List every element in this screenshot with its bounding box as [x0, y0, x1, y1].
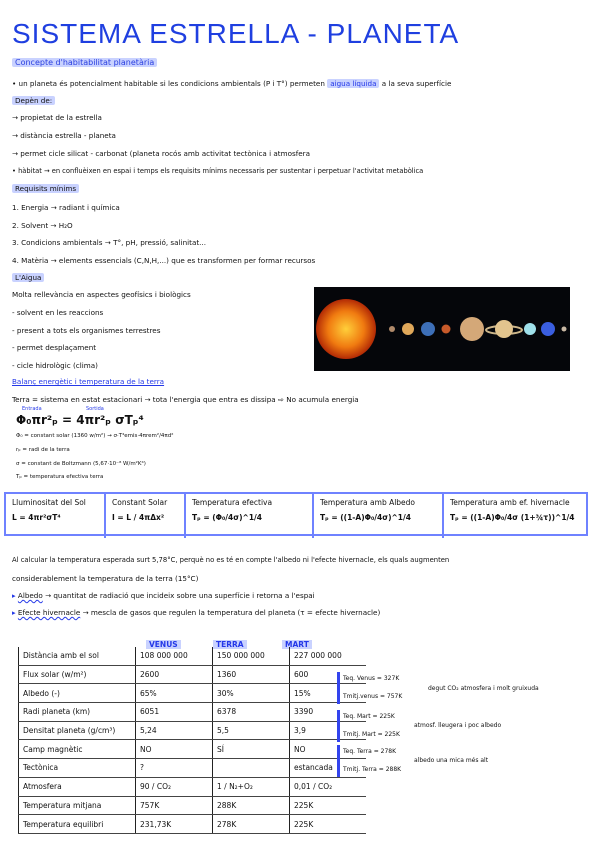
row-label: Tectònica [19, 759, 136, 778]
balans-heading: Balanç energètic i temperatura de la terra [12, 377, 165, 386]
table-row [19, 796, 367, 815]
subtitle: Concepte d'habitabilitat planetària [12, 58, 157, 67]
note-venus-tmitj: Tmitj.venus = 757K [343, 693, 403, 700]
note-terra-teq: Teq. Terra = 278K [343, 748, 397, 755]
note-venus-reason: degut CO₂ atmosfera i molt gruixuda [428, 685, 539, 692]
habitat-line: • hàbitat → en confluèixen en espai i temps els requisits mínims necessaris per sustentar i perpetuar l'activitat metabòlica [12, 167, 424, 175]
eq-label-sortida: Sortida [86, 406, 104, 412]
aigua-1: Molta rellevància en aspectes geofísics i biològics [12, 290, 191, 299]
table-row [19, 721, 367, 740]
row-value: 2600 [136, 665, 213, 684]
key-4: Tₚ = temperatura efectiva terra [16, 474, 104, 480]
note-terra-reason: albedo una mica més alt [414, 757, 489, 764]
table-row [19, 684, 367, 703]
note-mart-teq: Teq. Mart = 225K [343, 713, 395, 720]
depen-label: Depèn de: [12, 96, 55, 105]
col-head-terra: TERRA [213, 640, 247, 649]
req-2: 2. Solvent → H₂O [12, 221, 73, 230]
row-value: NO [136, 740, 213, 759]
eq-label-entrada: Entrada [22, 406, 42, 412]
row-value: 0,01 / CO₂ [290, 777, 367, 796]
req-4: 4. Matèria → elements essencials (C,N,H,...) que es transformen per formar recursos [12, 256, 316, 265]
row-value: ? [136, 759, 213, 778]
row-value: NO [290, 740, 367, 759]
row-value: 288K [213, 796, 290, 815]
aigua-2: - solvent en les reaccions [12, 308, 104, 317]
table-row [19, 777, 367, 796]
row-label: Albedo (-) [19, 684, 136, 703]
row-value: 227 000 000 [290, 647, 367, 665]
balance-equation: Φ₀πr²ₚ = 4πr²ₚ σTₚ⁴ [16, 413, 144, 427]
albedo-def: ▸ Albedo → quantitat de radiació que incideix sobre una superfície i retorna a l'espai [12, 591, 315, 600]
solar-system-image [314, 287, 570, 371]
row-label: Radi planeta (km) [19, 703, 136, 722]
note-terra-tmitj: Tmitj. Terra = 288K [343, 766, 402, 773]
formula-temp-efectiva: Temperatura efectiva Tₚ = (Φ₀/4σ)^1/4 [186, 494, 314, 538]
table-row [19, 815, 367, 834]
row-value: 6378 [213, 703, 290, 722]
col-head-venus: VENUS [146, 640, 181, 649]
sun-icon [316, 299, 376, 359]
formula-temp-hivernacle: Temperatura amb ef. hivernacle Tₚ = ((1-A)Φ₀/4σ (1+¾τ))^1/4 [450, 498, 575, 522]
aigua-4: - permet desplaçament [12, 343, 97, 352]
row-value: 5,5 [213, 721, 290, 740]
row-value: 225K [290, 796, 367, 815]
depen-item-2: → distància estrella - planeta [12, 131, 116, 140]
table-row [19, 759, 367, 778]
row-value: 5,24 [136, 721, 213, 740]
row-value: 231,73K [136, 815, 213, 834]
terra-line: Terra = sistema en estat estacionari → tota l'energia que entra es dissipa ⇨ No acumula energia [12, 395, 359, 404]
row-value: 6051 [136, 703, 213, 722]
col-head-mart: MART [282, 640, 312, 649]
aigua-5: - cicle hidrològic (clima) [12, 361, 98, 370]
formula-row [4, 492, 588, 536]
row-value: estancada [290, 759, 367, 778]
row-label: Flux solar (w/m²) [19, 665, 136, 684]
row-value: 1360 [213, 665, 290, 684]
table-row [19, 647, 367, 665]
key-1: Φ₀ = constant solar (1360 w/m²) → σ·T⁴emis·4πrem²/4πd² [16, 433, 174, 439]
formula-lluminositat: Lluminositat del Sol L = 4πr²σT⁴ [6, 494, 106, 538]
row-value: 3390 [290, 703, 367, 722]
row-value: 757K [136, 796, 213, 815]
row-value: 15% [290, 684, 367, 703]
row-label: Temperatura equilibri [19, 815, 136, 834]
note-venus-teq: Teq. Venus = 327K [343, 675, 400, 682]
row-value: 150 000 000 [213, 647, 290, 665]
key-3: σ = constant de Boltzmann (5,67·10⁻⁸ W/m²K⁴) [16, 461, 146, 467]
row-value: 65% [136, 684, 213, 703]
aigua-3: - present a tots els organismes terrestres [12, 326, 161, 335]
row-value [213, 759, 290, 778]
row-value: 600 [290, 665, 367, 684]
line-habitable: • un planeta és potencialment habitable si les condicions ambientals (P i T°) permeten aigua líquida a la seva superfície [12, 79, 452, 88]
note-mart-reason: atmosf. lleugera i poc albedo [414, 722, 502, 729]
row-value: SÍ [213, 740, 290, 759]
row-value: 108 000 000 [136, 647, 213, 665]
req-1: 1. Energia → radiant i química [12, 203, 120, 212]
row-label: Densitat planeta (g/cm³) [19, 721, 136, 740]
formula-constant-solar: Constant Solar I = L / 4πΔx² [106, 494, 186, 538]
row-value: 3,9 [290, 721, 367, 740]
row-value: 225K [290, 815, 367, 834]
page-title: SISTEMA ESTRELLA - PLANETA [12, 18, 460, 49]
requisits-label: Requisits mínims [12, 184, 79, 193]
formula-temp-albedo: Temperatura amb Albedo Tₚ = ((1-A)Φ₀/4σ)^1/4 [314, 494, 444, 538]
req-3: 3. Condicions ambientals → T°, pH, pressió, salinitat... [12, 238, 207, 247]
note-mart-tmitj: Tmitj. Mart = 225K [343, 731, 400, 738]
table-row [19, 740, 367, 759]
calc-line-2: considerablement la temperatura de la terra (15°C) [12, 574, 199, 583]
row-value: 278K [213, 815, 290, 834]
hivernacle-def: ▸ Efecte hivernacle → mescla de gasos que regulen la temperatura del planeta (τ = efecte hivernacle) [12, 608, 381, 617]
row-value: 30% [213, 684, 290, 703]
depen-item-1: → propietat de la estrella [12, 113, 102, 122]
table-row [19, 665, 367, 684]
row-value: 90 / CO₂ [136, 777, 213, 796]
row-label: Camp magnètic [19, 740, 136, 759]
row-value: 1 / N₂+O₂ [213, 777, 290, 796]
row-label: Atmosfera [19, 777, 136, 796]
table-row [19, 703, 367, 722]
key-2: rₚ = radi de la terra [16, 447, 70, 453]
aigua-label: L'Aigua [12, 273, 44, 282]
row-label: Temperatura mitjana [19, 796, 136, 815]
row-label: Distància amb el sol [19, 647, 136, 665]
depen-item-3: → permet cicle silicat - carbonat (planeta rocós amb activitat tectònica i atmosfera [12, 149, 311, 158]
calc-line-1: Al calcular la temperatura esperada surt 5,78°C, perquè no es té en compte l'albedo ni l'efecte hivernacle, els quals augmenten [12, 556, 450, 564]
planet-table [18, 647, 366, 834]
